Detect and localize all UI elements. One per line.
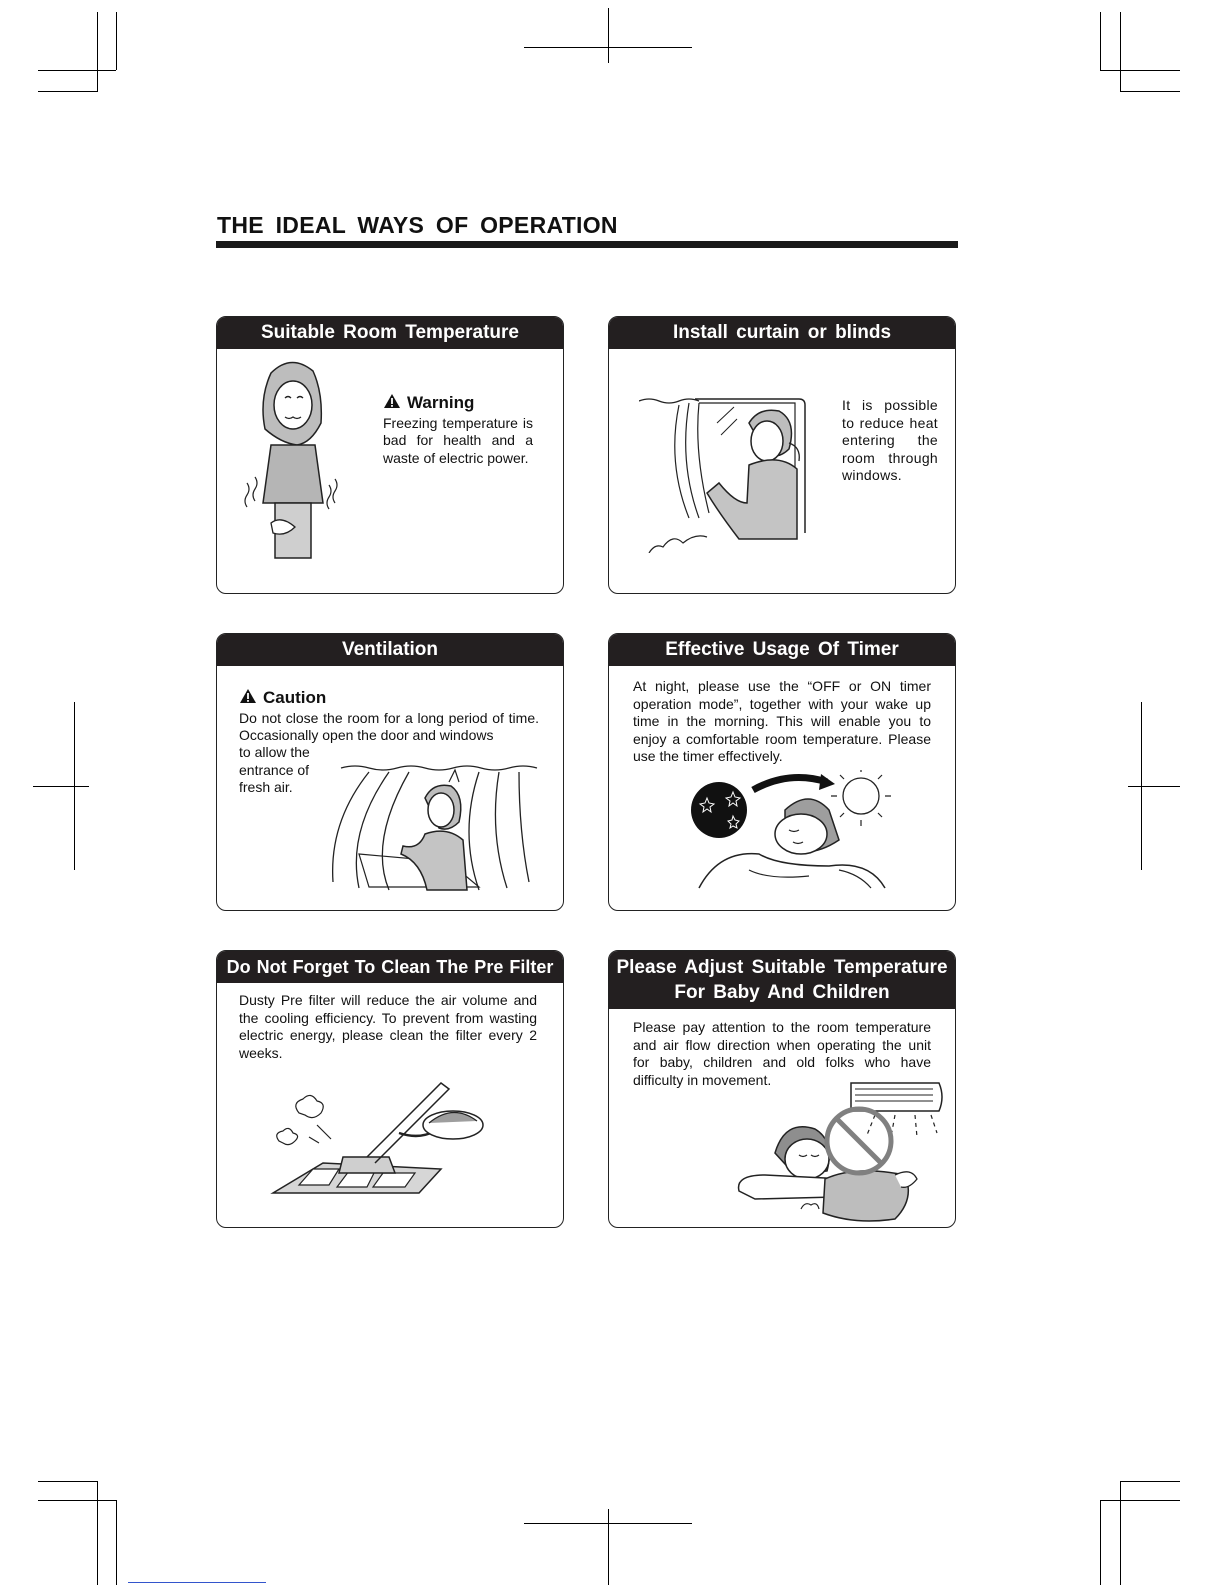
caution-triangle-icon xyxy=(239,688,257,708)
baby-text: Please pay attention to the room temperature and air flow direction when operating the unit for baby, children and old folks who have difficulty in movement. xyxy=(633,1019,931,1088)
card-title: Do Not Forget To Clean The Pre Filter xyxy=(217,951,563,983)
curtain-text: It is possible to reduce heat entering the room through windows. xyxy=(842,397,938,483)
page-heading: THE IDEAL WAYS OF OPERATION xyxy=(217,212,618,238)
card-timer xyxy=(608,633,956,911)
caution-block xyxy=(239,688,539,745)
card-title: Install curtain or blinds xyxy=(609,317,955,349)
shivering-woman-illustration xyxy=(241,353,341,563)
woman-closing-curtain-illustration xyxy=(639,393,829,553)
prefilter-text: Dusty Pre filter will reduce the air volume and the cooling efficiency. To prevent from wasting electric energy, please clean the filter every 2 weeks. xyxy=(239,992,537,1061)
card-baby-children xyxy=(608,950,956,1228)
vacuum-cleaning-filter-illustration xyxy=(269,1073,489,1208)
link-underline xyxy=(128,1582,266,1583)
card-prefilter xyxy=(216,950,564,1228)
heading-rule xyxy=(216,241,958,248)
caution-side-text: to allow the entrance of fresh air. xyxy=(239,744,310,795)
warning-triangle-icon xyxy=(383,393,401,413)
card-title xyxy=(609,951,955,1009)
warning-block xyxy=(383,393,533,467)
caution-heading xyxy=(239,688,539,708)
card-title-line2: For Baby And Children xyxy=(674,982,890,1003)
caution-text: Do not close the room for a long period of time. Occasionally open the door and windows xyxy=(239,709,539,743)
timer-text: At night, please use the “OFF or ON timer operation mode”, together with your wake up time in the morning. This will enable you to enjoy a comfortable room temperature. Please use the timer effectively. xyxy=(633,678,931,764)
card-title-line1: Please Adjust Suitable Temperature xyxy=(616,957,948,978)
card-room-temperature xyxy=(216,316,564,594)
card-ventilation xyxy=(216,633,564,911)
warning-label: Warning xyxy=(407,393,475,412)
card-title: Ventilation xyxy=(217,634,563,666)
caution-label: Caution xyxy=(263,688,327,707)
card-curtain-blinds xyxy=(608,316,956,594)
sleeping-child-aircon-illustration xyxy=(735,1079,945,1224)
woman-opening-window-illustration xyxy=(329,762,539,897)
warning-heading xyxy=(383,393,533,413)
sleeping-person-illustration xyxy=(689,770,899,892)
card-title: Effective Usage Of Timer xyxy=(609,634,955,666)
warning-text: Freezing temperature is bad for health and a waste of electric power. xyxy=(383,414,533,466)
card-title: Suitable Room Temperature xyxy=(217,317,563,349)
